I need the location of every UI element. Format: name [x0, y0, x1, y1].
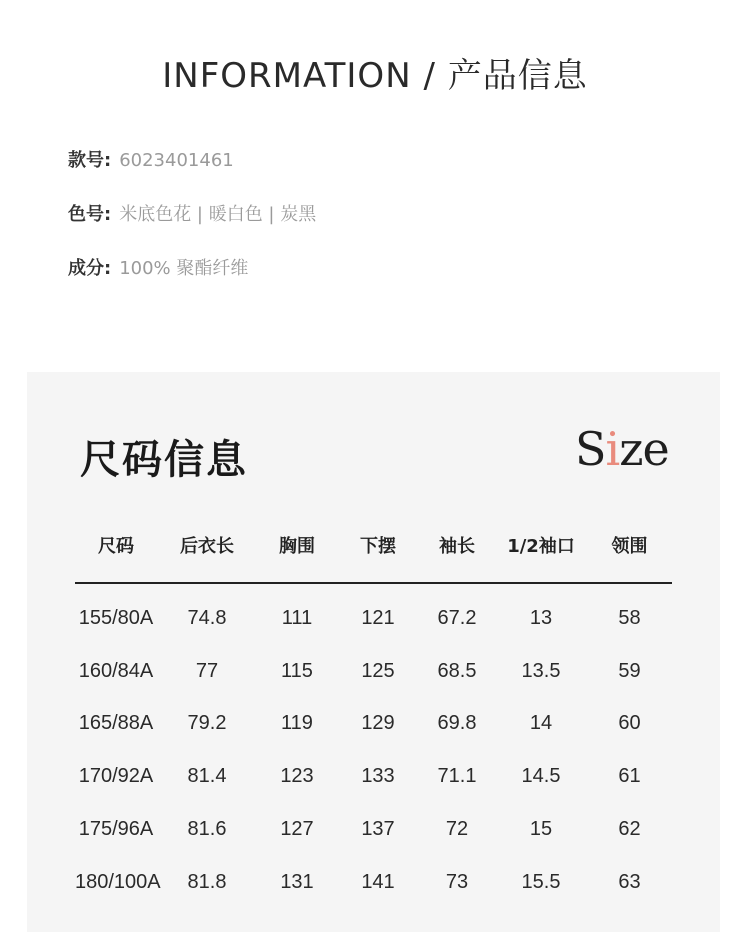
product-info-list — [68, 146, 316, 308]
table-cell: 73 — [445, 870, 469, 893]
table-cell: 127 — [280, 818, 314, 841]
table-row — [75, 803, 672, 856]
table-cell: 15 — [529, 818, 553, 841]
table-cell: 81.6 — [187, 818, 227, 841]
table-cell: 133 — [361, 765, 395, 788]
table-cell: 119 — [281, 712, 313, 735]
size-table-header — [75, 532, 672, 584]
table-cell: 115 — [281, 659, 313, 682]
table-cell: 81.8 — [187, 870, 227, 893]
info-row-color — [68, 200, 316, 254]
info-label: 款号: — [68, 150, 112, 171]
info-value: 米底色花 | 暖白色 | 炭黑 — [119, 204, 317, 225]
table-cell: 68.5 — [437, 659, 477, 682]
table-cell: 61 — [618, 765, 641, 788]
column-header-back-length: 后衣长 — [180, 536, 234, 557]
table-cell: 14 — [529, 712, 553, 735]
table-row — [75, 592, 672, 645]
table-cell: 129 — [361, 712, 395, 735]
table-cell: 125 — [361, 659, 395, 682]
table-cell: 74.8 — [187, 606, 227, 629]
table-cell: 175/96A — [78, 818, 154, 841]
table-cell: 59 — [618, 659, 641, 682]
table-cell: 67.2 — [437, 606, 477, 629]
info-label: 成分: — [68, 258, 112, 279]
table-cell: 137 — [361, 818, 395, 841]
table-row — [75, 698, 672, 751]
size-logo-accent: i — [605, 422, 620, 476]
info-value: 100% 聚酯纤维 — [119, 258, 249, 279]
page-title: INFORMATION / 产品信息 — [162, 56, 588, 96]
table-cell: 170/92A — [78, 765, 154, 788]
table-cell: 14.5 — [521, 765, 561, 788]
table-cell: 180/100A — [75, 870, 161, 893]
table-cell: 62 — [618, 818, 641, 841]
table-cell: 58 — [618, 606, 641, 629]
column-header-sleeve-length: 袖长 — [439, 536, 475, 557]
table-cell: 15.5 — [521, 870, 561, 893]
size-table-body — [75, 592, 672, 909]
table-cell: 165/88A — [78, 712, 154, 735]
table-row — [75, 645, 672, 698]
table-cell: 81.4 — [187, 765, 227, 788]
info-row-composition — [68, 254, 316, 308]
column-header-collar: 领围 — [611, 536, 648, 557]
table-row — [75, 856, 672, 909]
table-row — [75, 750, 672, 803]
column-header-half-cuff: 1/2袖口 — [507, 536, 575, 557]
table-cell: 160/84A — [78, 659, 154, 682]
size-logo — [575, 422, 669, 476]
table-cell: 141 — [361, 870, 395, 893]
size-logo-prefix: S — [575, 422, 606, 476]
size-logo-suffix: ze — [619, 422, 669, 476]
table-cell: 123 — [280, 765, 314, 788]
size-info-panel — [27, 372, 720, 932]
info-row-style-number — [68, 146, 316, 200]
table-cell: 13.5 — [521, 659, 561, 682]
table-cell: 69.8 — [437, 712, 477, 735]
table-cell: 111 — [281, 606, 313, 629]
table-cell: 13 — [529, 606, 553, 629]
column-header-size: 尺码 — [98, 536, 134, 557]
column-header-hem: 下摆 — [360, 536, 396, 557]
table-cell: 60 — [618, 712, 641, 735]
table-cell: 72 — [445, 818, 469, 841]
table-cell: 121 — [361, 606, 395, 629]
size-section-heading: 尺码信息 — [80, 437, 248, 483]
info-label: 色号: — [68, 204, 112, 225]
table-cell: 71.1 — [437, 765, 477, 788]
table-cell: 131 — [280, 870, 314, 893]
table-cell: 155/80A — [78, 606, 154, 629]
table-cell: 77 — [195, 659, 219, 682]
column-header-chest: 胸围 — [279, 536, 315, 557]
info-value: 6023401461 — [119, 150, 234, 171]
table-cell: 63 — [618, 870, 641, 893]
table-cell: 79.2 — [187, 712, 227, 735]
